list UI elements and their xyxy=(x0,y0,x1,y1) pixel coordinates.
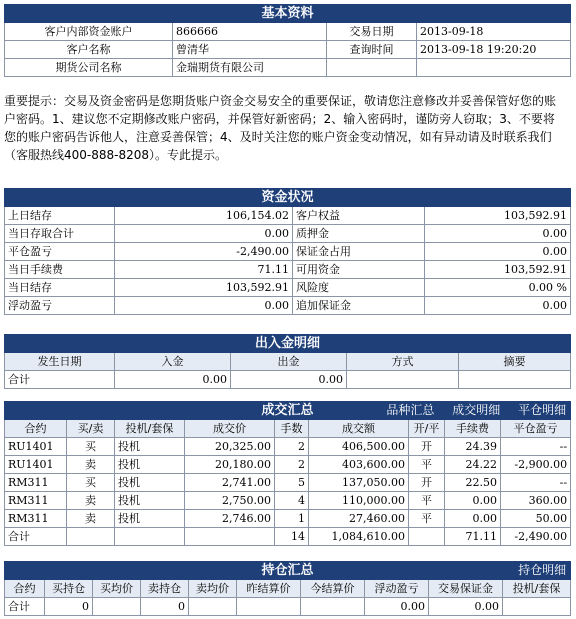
trades-cell: 卖 xyxy=(67,492,115,510)
funds-title: 资金状况 xyxy=(5,189,571,207)
table-row xyxy=(5,438,571,456)
funds-value: -2,490.00 xyxy=(115,243,293,261)
inout-header-out: 出金 xyxy=(231,353,347,371)
positions-column-header: 今结算价 xyxy=(301,580,365,598)
trades-cell: -- xyxy=(501,474,571,492)
trades-cell: 开 xyxy=(409,438,445,456)
trades-total-cell xyxy=(67,528,115,546)
trades-column-header: 开/平 xyxy=(409,420,445,438)
inout-total-out: 0.00 xyxy=(231,371,347,389)
trades-cell: 403,600.00 xyxy=(309,456,409,474)
funds-value: 103,592.91 xyxy=(115,279,293,297)
basic-info-table xyxy=(4,4,571,77)
funds-table xyxy=(4,188,571,315)
positions-column-header: 合约 xyxy=(5,580,45,598)
positions-total-cell xyxy=(237,598,301,616)
trades-cell: RM311 xyxy=(5,492,67,510)
inout-table xyxy=(4,334,571,389)
funds-label: 风险度 xyxy=(293,279,425,297)
trades-cell: 投机 xyxy=(115,438,185,456)
link-position-details[interactable]: 持仓明细 xyxy=(518,563,567,577)
positions-column-header: 昨结算价 xyxy=(237,580,301,598)
positions-total-cell xyxy=(93,598,141,616)
funds-row xyxy=(5,279,571,297)
funds-row xyxy=(5,243,571,261)
funds-value: 0.00 xyxy=(425,243,571,261)
funds-value: 0.00 % xyxy=(425,279,571,297)
trades-column-header: 成交额 xyxy=(309,420,409,438)
inout-total-in: 0.00 xyxy=(115,371,231,389)
trades-cell: 110,000.00 xyxy=(309,492,409,510)
trades-cell: 24.22 xyxy=(445,456,501,474)
funds-label: 追加保证金 xyxy=(293,297,425,315)
trades-cell: RU1401 xyxy=(5,438,67,456)
trades-column-header: 成交价 xyxy=(185,420,275,438)
table-row xyxy=(5,492,571,510)
trades-total-cell: 14 xyxy=(275,528,309,546)
trades-cell: 2,750.00 xyxy=(185,492,275,510)
trades-cell: 投机 xyxy=(115,510,185,528)
funds-label: 客户权益 xyxy=(293,207,425,225)
security-notice: 重要提示：交易及资金密码是您期货账户资金交易安全的重要保证，敬请您注意修改并妥善保管好您的账户密码。1、建议您不定期修改账户密码，并保管好新密码；2、输入密码时，谨防旁人窃取；3、不要将您的账户密码告诉他人，注意妥善保管；4、及时关注您的账户资金变动情况，如有异动请及时联系我们（客服热线400-888-8208）。专此提示。 xyxy=(4,94,557,162)
trades-total-cell xyxy=(115,528,185,546)
positions-total-row xyxy=(5,598,571,616)
trades-total-row xyxy=(5,528,571,546)
inout-header-in: 入金 xyxy=(115,353,231,371)
trades-header-row xyxy=(5,420,571,438)
positions-total-cell xyxy=(301,598,365,616)
trades-total-cell: -2,490.00 xyxy=(501,528,571,546)
positions-total-cell: 0.00 xyxy=(429,598,503,616)
trades-cell: 投机 xyxy=(115,492,185,510)
trades-cell: 卖 xyxy=(67,456,115,474)
trades-cell: RM311 xyxy=(5,474,67,492)
trades-cell: RM311 xyxy=(5,510,67,528)
positions-total-cell: 合计 xyxy=(5,598,45,616)
trades-total-cell: 1,084,610.00 xyxy=(309,528,409,546)
positions-header-row xyxy=(5,580,571,598)
inout-title: 出入金明细 xyxy=(5,335,571,353)
trades-links xyxy=(372,402,566,418)
trades-total-cell xyxy=(409,528,445,546)
inout-header-date: 发生日期 xyxy=(5,353,115,371)
trades-cell: -2,900.00 xyxy=(501,456,571,474)
trades-total-cell: 71.11 xyxy=(445,528,501,546)
trades-cell: 卖 xyxy=(67,510,115,528)
trades-cell: 2,746.00 xyxy=(185,510,275,528)
trades-cell: 买 xyxy=(67,438,115,456)
positions-total-cell xyxy=(503,598,571,616)
funds-label: 质押金 xyxy=(293,225,425,243)
trades-column-header: 手数 xyxy=(275,420,309,438)
table-row xyxy=(5,474,571,492)
trade-date-value: 2013-09-18 xyxy=(417,23,571,41)
trades-cell: 24.39 xyxy=(445,438,501,456)
customer-name-label: 客户名称 xyxy=(5,41,173,59)
trades-cell: 平 xyxy=(409,510,445,528)
link-variety-summary[interactable]: 品种汇总 xyxy=(386,403,435,417)
funds-row xyxy=(5,261,571,279)
funds-label: 浮动盈亏 xyxy=(5,297,115,315)
trades-cell: 2,741.00 xyxy=(185,474,275,492)
positions-total-cell: 0 xyxy=(141,598,189,616)
query-time-value: 2013-09-18 19:20:20 xyxy=(417,41,571,59)
funds-value: 0.00 xyxy=(115,225,293,243)
inout-total-label: 合计 xyxy=(5,371,115,389)
positions-table xyxy=(4,561,571,616)
trades-column-header: 合约 xyxy=(5,420,67,438)
positions-column-header: 买均价 xyxy=(93,580,141,598)
trades-table xyxy=(4,401,571,546)
table-row xyxy=(5,456,571,474)
trades-total-cell: 合计 xyxy=(5,528,67,546)
positions-title: 持仓汇总 xyxy=(261,562,314,578)
customer-name-value: 曾清华 xyxy=(173,41,327,59)
positions-total-cell xyxy=(189,598,237,616)
trades-cell: 平 xyxy=(409,492,445,510)
link-trade-details[interactable]: 成交明细 xyxy=(452,403,501,417)
funds-label: 可用资金 xyxy=(293,261,425,279)
funds-label: 当日结存 xyxy=(5,279,115,297)
funds-row xyxy=(5,207,571,225)
trades-cell: 22.50 xyxy=(445,474,501,492)
trades-cell: 27,460.00 xyxy=(309,510,409,528)
positions-total-cell: 0.00 xyxy=(365,598,429,616)
trades-cell: 0.00 xyxy=(445,510,501,528)
trades-total-cell xyxy=(185,528,275,546)
trades-cell: 4 xyxy=(275,492,309,510)
trades-cell: 137,050.00 xyxy=(309,474,409,492)
trades-cell: 406,500.00 xyxy=(309,438,409,456)
trades-cell: 投机 xyxy=(115,474,185,492)
positions-links xyxy=(504,562,566,578)
trades-cell: 2 xyxy=(275,456,309,474)
link-close-details[interactable]: 平仓明细 xyxy=(518,403,567,417)
trades-cell: RU1401 xyxy=(5,456,67,474)
trades-cell: 50.00 xyxy=(501,510,571,528)
trades-cell: -- xyxy=(501,438,571,456)
funds-value: 103,592.91 xyxy=(425,261,571,279)
funds-value: 71.11 xyxy=(115,261,293,279)
funds-value: 103,592.91 xyxy=(425,207,571,225)
funds-value: 0.00 xyxy=(115,297,293,315)
positions-column-header: 交易保证金 xyxy=(429,580,503,598)
positions-column-header: 买持仓 xyxy=(45,580,93,598)
trades-cell: 开 xyxy=(409,474,445,492)
funds-label: 平仓盈亏 xyxy=(5,243,115,261)
funds-row xyxy=(5,225,571,243)
trades-column-header: 买/卖 xyxy=(67,420,115,438)
positions-total-cell: 0 xyxy=(45,598,93,616)
trades-cell: 买 xyxy=(67,474,115,492)
trades-cell: 平 xyxy=(409,456,445,474)
funds-label: 上日结存 xyxy=(5,207,115,225)
account-value: 866666 xyxy=(173,23,327,41)
trades-cell: 20,180.00 xyxy=(185,456,275,474)
account-label: 客户内部资金账户 xyxy=(5,23,173,41)
trades-title: 成交汇总 xyxy=(261,402,314,418)
funds-row xyxy=(5,297,571,315)
query-time-label: 查询时间 xyxy=(327,41,417,59)
trades-cell: 360.00 xyxy=(501,492,571,510)
funds-value: 0.00 xyxy=(425,297,571,315)
company-label: 期货公司名称 xyxy=(5,59,173,77)
funds-label: 当日手续费 xyxy=(5,261,115,279)
funds-value: 106,154.02 xyxy=(115,207,293,225)
trades-column-header: 投机/套保 xyxy=(115,420,185,438)
positions-column-header: 卖均价 xyxy=(189,580,237,598)
funds-label: 当日存取合计 xyxy=(5,225,115,243)
inout-header-summary: 摘要 xyxy=(459,353,571,371)
inout-header-method: 方式 xyxy=(347,353,459,371)
table-row xyxy=(5,510,571,528)
trades-column-header: 平仓盈亏 xyxy=(501,420,571,438)
positions-column-header: 卖持仓 xyxy=(141,580,189,598)
trades-cell: 0.00 xyxy=(445,492,501,510)
company-value: 金瑞期货有限公司 xyxy=(173,59,327,77)
trades-cell: 1 xyxy=(275,510,309,528)
trades-cell: 投机 xyxy=(115,456,185,474)
trade-date-label: 交易日期 xyxy=(327,23,417,41)
funds-label: 保证金占用 xyxy=(293,243,425,261)
trades-cell: 2 xyxy=(275,438,309,456)
funds-value: 0.00 xyxy=(425,225,571,243)
positions-column-header: 投机/套保 xyxy=(503,580,571,598)
trades-cell: 5 xyxy=(275,474,309,492)
positions-column-header: 浮动盈亏 xyxy=(365,580,429,598)
trades-column-header: 手续费 xyxy=(445,420,501,438)
trades-cell: 20,325.00 xyxy=(185,438,275,456)
basic-info-title: 基本资料 xyxy=(5,5,571,23)
